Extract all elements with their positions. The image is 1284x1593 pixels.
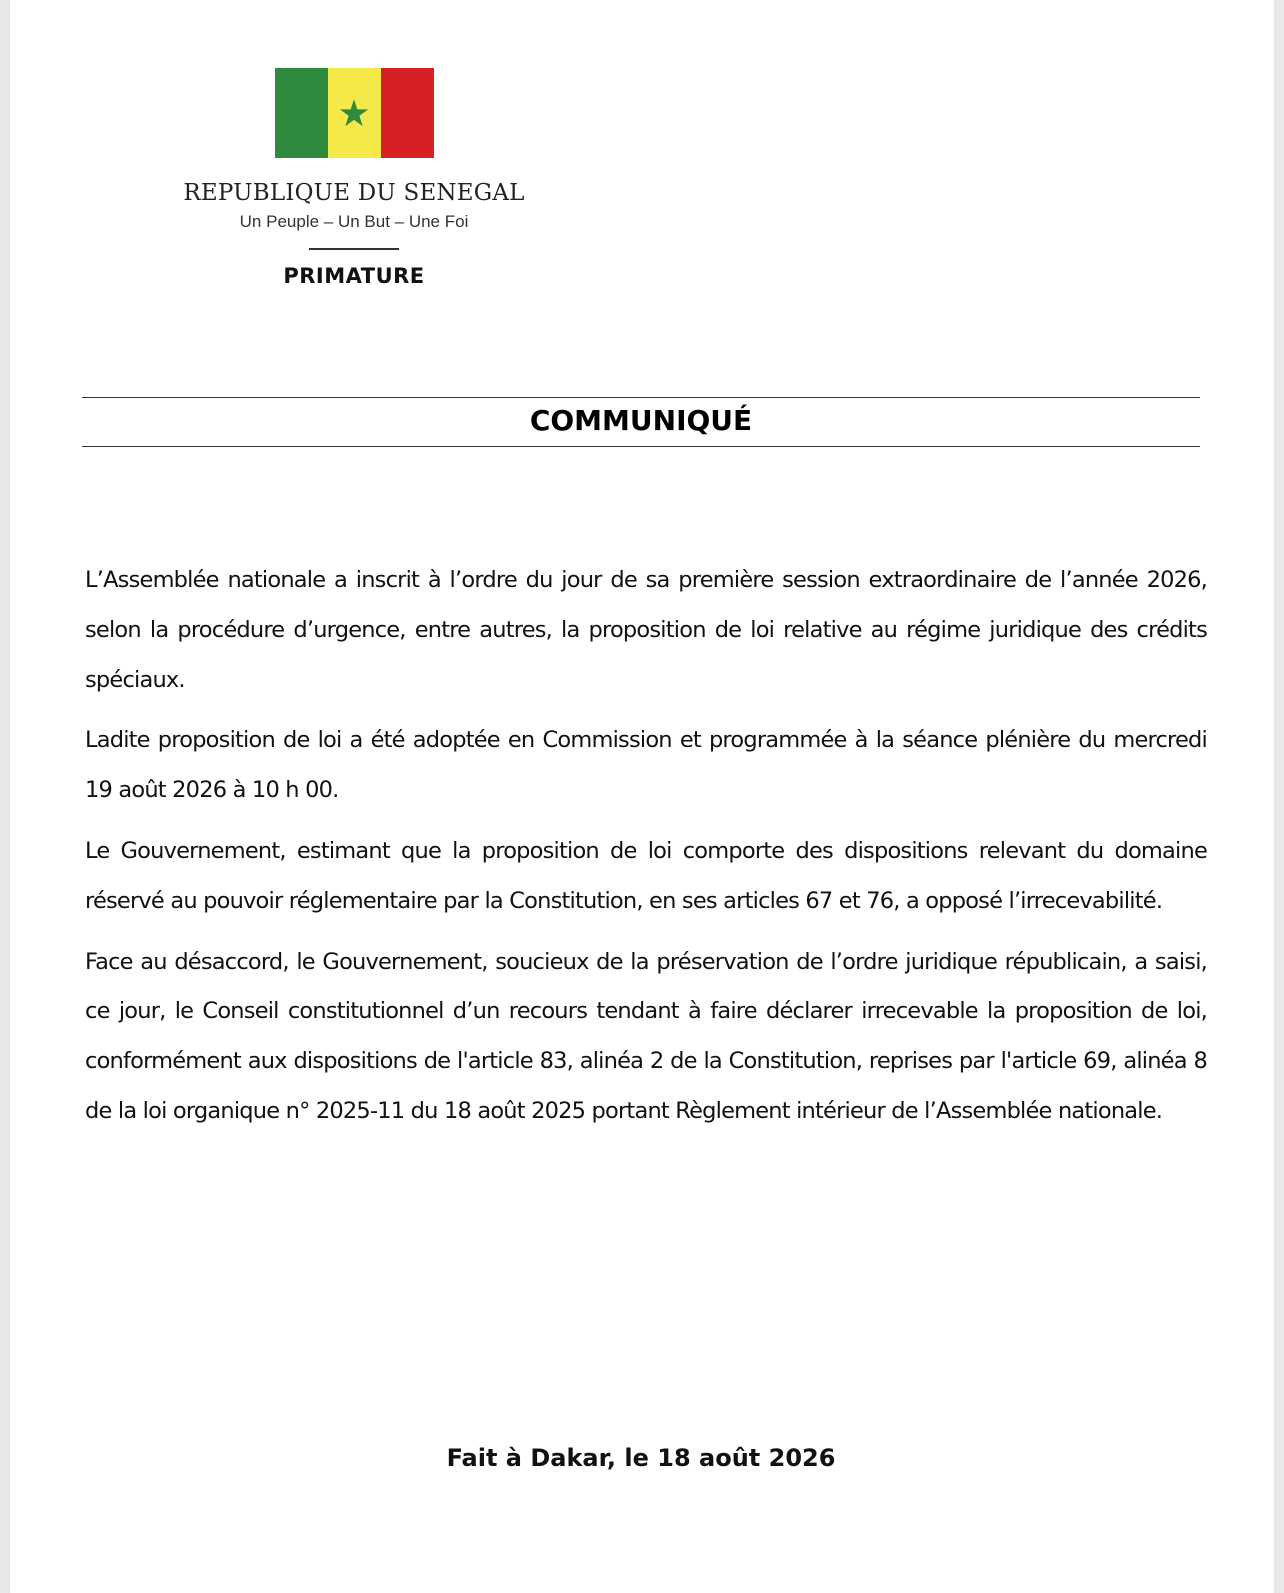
flag-band-green <box>275 68 328 158</box>
paragraph: Ladite proposition de loi a été adoptée en Commission et programmée à la séance plénière du mercredi 19 août 2026 à 10 h 00. <box>85 727 1207 804</box>
star-icon <box>339 98 369 128</box>
place-and-date: Fait à Dakar, le 18 août 2026 <box>446 1444 836 1472</box>
title-rule-top <box>82 397 1200 398</box>
document-page <box>10 0 1274 1593</box>
communique-body <box>85 556 1207 1148</box>
national-motto: Un Peuple – Un But – Une Foi <box>239 212 469 231</box>
office-name: PRIMATURE <box>283 264 425 288</box>
title-rule-bottom <box>82 446 1200 447</box>
letterhead-divider <box>309 248 399 250</box>
republic-name: REPUBLIQUE DU SENEGAL <box>183 180 525 206</box>
paragraph: Le Gouvernement, estimant que la proposition de loi comporte des dispositions relevant du domaine réservé au pouvoir réglementaire par la Constitution, en ses articles 67 et 76, a opposé l’irrecevabilité. <box>85 837 1207 914</box>
letterhead <box>140 68 568 288</box>
senegal-flag-icon <box>275 68 434 158</box>
paragraph: L’Assemblée nationale a inscrit à l’ordre du jour de sa première session extraordinaire de l’année 2026, selon la procédure d’urgence, entre autres, la proposition de loi relative au régime juridique des crédits spéciaux. <box>85 567 1207 693</box>
paragraph: Face au désaccord, le Gouvernement, soucieux de la préservation de l’ordre juridique républicain, a saisi, ce jour, le Conseil constitutionnel d’un recours tendant à faire déclarer irrecevable la proposition de loi, conformément aux dispositions de l'article 83, alinéa 2 de la Constitution, reprises par l'article 69, alinéa 8 de la loi organique n° 2025-11 du 18 août 2025 portant Règlement intérieur de l’Assemblée nationale. <box>85 948 1207 1124</box>
document-title: COMMUNIQUÉ <box>529 404 753 437</box>
flag-band-red <box>381 68 434 158</box>
